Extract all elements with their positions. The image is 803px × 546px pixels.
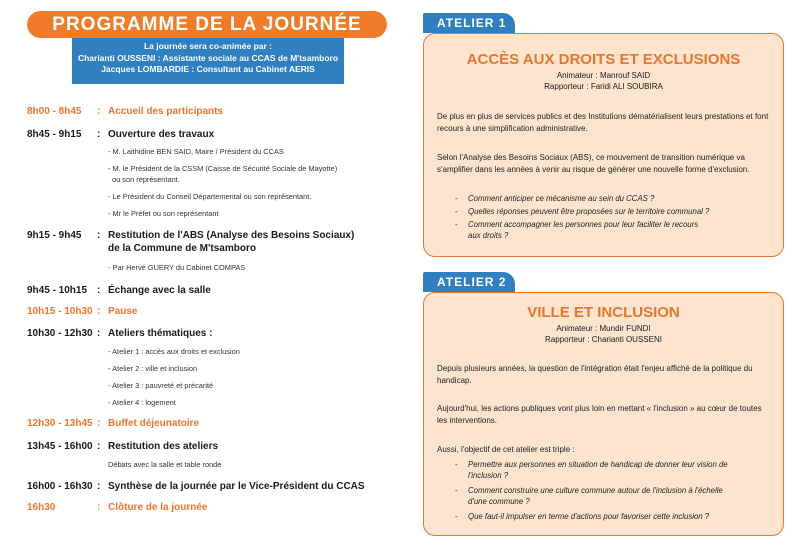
schedule-colon: :	[97, 418, 101, 429]
schedule-colon: :	[97, 285, 101, 296]
atelier2-question-cont: d'une commune ?	[468, 497, 530, 506]
schedule-activity: Ouverture des travaux	[108, 129, 215, 140]
schedule-time: 16h30	[27, 502, 56, 513]
atelier2-paragraph: Depuis plusieurs années, la question de l'intégration était l'enjeu affiché de la politique du handicap.	[437, 364, 753, 385]
atelier2-tab: ATELIER 2	[423, 272, 515, 292]
atelier2-question: - Permettre aux personnes en situation de handicap de donner leur vision de	[455, 460, 728, 469]
schedule-time: 10h30 - 12h30	[27, 328, 93, 339]
schedule-activity-cont: de la Commune de M'tsamboro	[108, 243, 256, 254]
schedule-colon: :	[97, 481, 101, 492]
schedule-activity: Clôture de la journée	[108, 502, 208, 513]
co-animation-box	[72, 38, 344, 84]
schedule-time: 16h00 - 16h30	[27, 481, 93, 492]
schedule-time: 13h45 - 16h00	[27, 441, 93, 452]
atelier1-question: - Comment accompagner les personnes pour leur faciliter le recours	[455, 220, 699, 229]
schedule-time: 8h00 - 8h45	[27, 106, 82, 117]
atelier2-box	[423, 292, 784, 536]
atelier2-rapporteur: Rapporteur : Charianti OUSSENI	[545, 335, 662, 344]
atelier1-question: - Quelles réponses peuvent être proposées sur le territoire communal ?	[455, 207, 710, 216]
schedule-time: 12h30 - 13h45	[27, 418, 93, 429]
schedule-activity: Pause	[108, 306, 138, 317]
schedule-colon: :	[97, 129, 101, 140]
schedule-activity: Ateliers thématiques :	[108, 328, 213, 339]
schedule-colon: :	[97, 441, 101, 452]
schedule-colon: :	[97, 230, 101, 241]
atelier2-paragraph: Aussi, l'objectif de cet atelier est triple :	[437, 445, 575, 454]
schedule-colon: :	[97, 106, 101, 117]
schedule-sub: - M. Laithidine BEN SAID, Maire / Président du CCAS	[108, 147, 284, 156]
atelier1-question: - Comment anticiper ce mécanisme au sein du CCAS ?	[455, 194, 655, 203]
schedule-activity: Buffet déjeunatoire	[108, 418, 200, 429]
atelier2-question-cont: l'inclusion ?	[468, 471, 509, 480]
schedule-colon: :	[97, 502, 101, 513]
atelier1-paragraph: De plus en plus de services publics et des Institutions dématérialisent leurs prestations et font recours à une simplification administrative.	[437, 112, 769, 133]
atelier1-box	[423, 33, 784, 257]
schedule-sub: ou son représentant.	[112, 175, 180, 184]
coanim-line: La journée sera co-animée par :	[143, 41, 273, 51]
atelier1-rapporteur: Rapporteur : Faridi ALI SOUBIRA	[544, 82, 663, 91]
schedule-colon: :	[97, 328, 101, 339]
schedule-time: 8h45 - 9h15	[27, 129, 82, 140]
atelier2-question: - Que faut-il impulser en terme d'actions pour favoriser cette inclusion ?	[455, 512, 710, 521]
schedule-sub: - Atelier 3 : pauvreté et précarité	[108, 381, 214, 390]
schedule-time: 9h15 - 9h45	[27, 230, 82, 241]
schedule-activity: Restitution de l'ABS (Analyse des Besoins Sociaux)	[108, 230, 355, 241]
schedule-activity: Accueil des participants	[108, 106, 224, 117]
schedule-sub: - Atelier 4 : logement	[108, 398, 176, 407]
schedule-activity: Restitution des ateliers	[108, 441, 219, 452]
coanim-line: Jacques LOMBARDIE : Consultant au Cabinet AERIS	[101, 64, 315, 74]
atelier2-animateur: Animateur : Mundir FUNDI	[556, 324, 651, 333]
schedule-activity: Synthèse de la journée par le Vice-Président du CCAS	[108, 481, 365, 492]
atelier1-tab: ATELIER 1	[423, 13, 515, 33]
schedule-sub: - Atelier 1 : accès aux droits et exclusion	[108, 347, 240, 356]
atelier2-question: - Comment construire une culture commune autour de l'inclusion à l'échelle	[455, 486, 723, 495]
atelier1-animateur: Animateur : Manrouf SAID	[556, 71, 651, 80]
programme-title: PROGRAMME DE LA JOURNÉE	[27, 11, 387, 38]
atelier2-title: VILLE ET INCLUSION	[527, 304, 680, 321]
atelier1-question-cont: aux droits ?	[468, 231, 509, 240]
schedule-sub: - Atelier 2 : ville et inclusion	[108, 364, 198, 373]
schedule-sub: - Par Hervé GUERY du Cabinet COMPAS	[108, 263, 246, 272]
schedule-sub: - M. le Président de la CSSM (Caisse de Sécurité Sociale de Mayotte)	[108, 164, 338, 173]
atelier1-title: ACCÈS AUX DROITS ET EXCLUSIONS	[466, 51, 741, 68]
atelier1-paragraph: Selon l'Analyse des Besoins Sociaux (ABS), ce mouvement de transition numérique va s'amplifier dans les années à venir au risque de générer une nouvelle forme d'exclusion.	[437, 153, 750, 174]
schedule-time: 9h45 - 10h15	[27, 285, 88, 296]
schedule-colon: :	[97, 306, 101, 317]
schedule-sub: - Mr le Préfet ou son représentant	[108, 209, 219, 218]
coanim-line: Charianti OUSSENI : Assistante sociale au CCAS de M'tsamboro	[77, 52, 339, 63]
schedule-sub: Débats avec la salle et table ronde	[108, 460, 222, 469]
atelier2-paragraph: Aujourd'hui, les actions publiques vont plus loin en mettant « l'inclusion » au cœur de toutes les interventions.	[437, 404, 762, 425]
schedule-time: 10h15 - 10h30	[27, 306, 93, 317]
schedule-activity: Échange avec la salle	[108, 285, 211, 296]
schedule-sub: - Le Président du Conseil Départemental ou son représentant.	[108, 192, 312, 201]
